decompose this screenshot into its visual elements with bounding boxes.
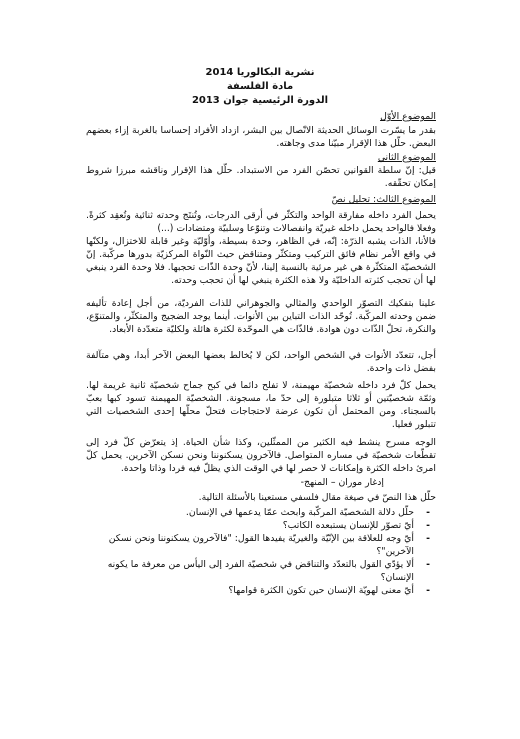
text-paragraph-6: الوجه مسرح ينشط فيه الكثير من الممثّلين، وكذا شأن الحياة. إذ يتعرّض كلّ فرد إلى تقطّعات شخصيّة في مساره المتواصل. فالآخرون يسكنوننا ونحن نسكن الآخرين. يحمل كلّ امرئ داخله الكثرة وإمكانات لا حصر لها في الوقت الذي يظلّ فيه فردا وذاتا واحدة. xyxy=(86,437,436,474)
question-item: - أيّ وجه للعلاقة بين الإنّيّة والغيريّة يفيدها القول: "فالآخرون يسكنوننا ونحن نسكن الآخرين"؟ xyxy=(84,532,414,558)
question-item: - أيّ معنى لهويّة الإنسان حين تكون الكثرة قوامها؟ xyxy=(84,584,414,597)
question-item: - حلّل دلالة الشخصيّة المركّبة وابحث عمّا يدعمها في الإنسان. xyxy=(84,506,414,519)
topic1-label: الموضوع الأوّل xyxy=(380,111,436,122)
text-paragraph-4: أجل، تتعدّد الأنوات في الشخص الواحد، لكن لا يُخالط بعضها البعض الآخر أبدا، وهي متآلفة بفضل ذات واحدة. xyxy=(86,350,436,374)
question-item: - ألا يؤدّي القول بالتعدّد والتناقض في شخصيّة الفرد إلى اليأس من معرفة ما يكونه الإنسان؟ xyxy=(84,558,414,584)
text-paragraph-2: فالأنا، الذات يشبه الذرّة: إنّه، في الظاهر، وحدة بسيطة، وأوّليّة وغير قابلة للاختزال، ولكنّها في واقع الأمر نظام فائق التركيب ومتكثّر ومتناقض حيث النّواة المركزيّة بدورها مركّبة. إنّ الشخصيّة المتكثّرة هي غير مرئية بالنسبة إلينا، لأنّ وحدة الذّات تحجبها. فلا وحدة الفرد ينبغي لها أن تحجب كثرته الداخليّة ولا هذه الكثرة ينبغي لها أن تحجب وحدته. xyxy=(86,236,436,286)
topic2-text: قيل: إنّ سلطة القوانين تحصّن الفرد من الاستبداد. حلّل هذا الإقرار وناقشه مبرزا شروط إمكان تحقّقه. xyxy=(86,165,436,189)
question-item: - أيّ تصوّر للإنسان يستبعده الكاتب؟ xyxy=(84,519,414,532)
text-paragraph-1: يحمل الفرد داخله مفارقة الواحد والتكثّر في أرقى الدرجات، وتُنتَج وحدته ثنائية وتُعقِد كثرةً. وفعلا فالواحد يحمل داخله غيريّة وانفصالات وتنوّعا وسلبيّة ومتضادات (...) xyxy=(86,210,436,234)
questions-list xyxy=(84,506,436,597)
topic2-label: الموضوع الثاني xyxy=(377,152,436,163)
session-title: الدورة الرئيسية جوان 2013 xyxy=(191,95,329,106)
topic3-label: الموضوع الثالث: تحليل نصّ xyxy=(331,194,436,205)
topic1-text: بقدر ما يسّرت الوسائل الحديثة الاتّصال بين البشر، ازداد الأفراد إحساسا بالغربة إزاء بعضهم البعض. حلّل هذا الإقرار مبيّنا مدى وجاهته. xyxy=(86,125,436,149)
bulletin-title: نشرية البكالوريا 2014 xyxy=(205,67,315,78)
text-source: إدغار موران – المنهج- xyxy=(300,477,384,488)
text-paragraph-3: علينا بتفكيك التصوّر الواحدي والمثالي والجوهراني للذات الفرديّة، من أجل إعادة تأليفه ضمن وحدته المركّبة. تُوحّد الذات التباين بين الأنوات. أينما يوجد الضجيج والمتكثّر، والمتنوّع، والنكرة، تحلّ الذّات دون هوادة. فالذّات هي الموحّدة لكثرة هائلة ولكليّة متعدّدة الأبعاد. xyxy=(86,298,436,335)
text-paragraph-5: يحمل كلّ فرد داخله شخصيّة مهيمنة، لا تفلح دائما في كبح جماح شخصيّة ثانية غريمة لها. وثمّة شخصيّتين أو ثلاثا متبلورة إلى حدّ ما، مسجونة. الشخصيّة المهيمنة تسود كبها بعبّ بالسجناء. ومن المحتمل أن تكون عرضة لاحتجاجات فتحلّ محلّها إحدى الشخصيات التي تتبلور فعليا. xyxy=(86,380,436,430)
subject-title: مادة الفلسفة xyxy=(226,81,294,92)
questions-intro: حلّل هذا النصّ في صيغة مقال فلسفي مستعينا بالأسئلة التالية. xyxy=(198,492,436,503)
